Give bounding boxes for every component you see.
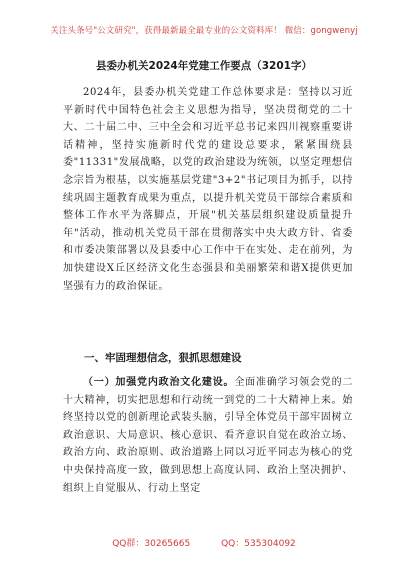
footer-contacts (0, 536, 408, 549)
document-title: 县委办机关2024年党建工作要点（3201字） (96, 60, 312, 72)
subsection-label: （一）加强党内政治文化建设。 (83, 377, 235, 388)
subsection-text: 全面准确学习领会党的二十大精神，切实把思想和行动统一到党的二十大精神上来。始终坚持以党的创新理论武装头脑，引导全体党员干部牢固树立政治意识、大局意识、核心意识、看齐意识自觉在政治立场、政治方向、政治原则、政治道路上同以习近平同志为核心的党中央保持高度一致，做到思想上高度认同、政治上坚决拥护、组织上自觉服从、行动上坚定 (63, 377, 353, 494)
footer-qq: QQ：535304092 (221, 539, 296, 549)
subsection-paragraph (63, 374, 353, 497)
section-heading: 一、牢固理想信念，狠抓思想建设 (84, 352, 242, 364)
footer-qq-group: QQ群：30265665 (112, 539, 191, 549)
promo-banner: 关注头条号"公文研究"，获得最新最全最专业的公文资料库！ 微信：gongwenyj (50, 26, 358, 36)
intro-paragraph: 2024年，县委办机关党建工作总体要求是：坚持以习近平新时代中国特色社会主义思想为指导，坚决贯彻党的二十大、二十届二中、三中全会和习近平总书记来四川视察重要讲话精神，坚持实施新时代党的建设总要求，紧紧围绕县委"11331"发展战略，以党的政治建设为统领，以坚定理想信念宗旨为根基，以实施基层党建"3+2"书记项目为抓手，以持续巩固主题教育成果为重点，以提升机关党员干部综合素质和整体工作水平为落脚点，开展"机关基层组织建设质量提升年"活动，推动机关党员干部在贯彻落实中央大政方针、省委和市委决策部署以及县委中心工作中干在实处、走在前列，为加快建设X丘区经济文化生态强县和美丽繁荣和谐X提供更加坚强有力的政治保证。 (63, 87, 353, 292)
